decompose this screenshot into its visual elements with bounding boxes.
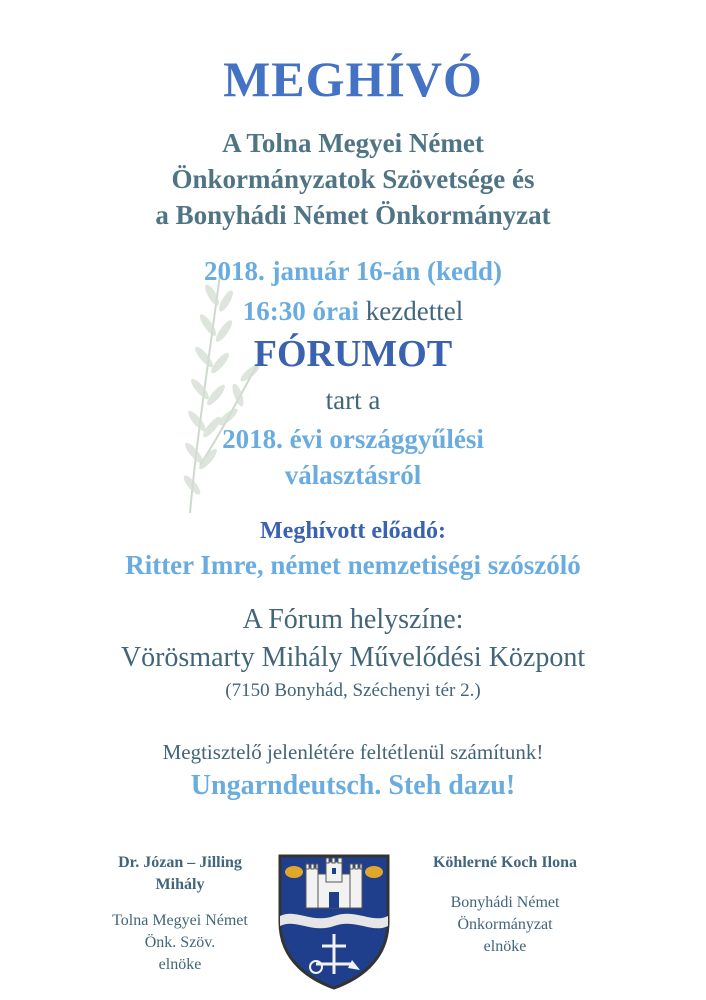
signatory-right-role-3: elnöke [483, 938, 527, 955]
signatory-left-role-1: Tolna Megyei Német [112, 912, 248, 929]
topic-line-1: 2018. évi országgyűlési [222, 424, 484, 454]
organizer-line-1: A Tolna Megyei Német [222, 128, 484, 158]
event-time-value: 16:30 órai [242, 296, 360, 326]
speaker-heading: Meghívott előadó: [260, 518, 446, 544]
venue-name: Vörösmarty Mihály Művelődési Központ [120, 642, 586, 673]
organizer-line-2: Önkormányzatok Szövetsége és [171, 164, 535, 194]
bonyhad-coat-of-arms-icon [276, 852, 392, 990]
signatory-left-name-2: Mihály [155, 876, 205, 893]
signatory-left-role-2: Önk. Szöv. [144, 934, 216, 951]
speaker-name: Ritter Imre, német nemzetiségi szószóló [125, 550, 581, 580]
signatory-left-name-1: Dr. Józan – Jilling [118, 854, 242, 871]
venue-heading: A Fórum helyszíne: [242, 604, 464, 635]
honor-line: Megtisztelő jelenlétére feltétlenül számítunk! [162, 740, 544, 764]
event-time-suffix: kezdettel [359, 296, 464, 326]
signatory-left-role-3: elnöke [158, 956, 202, 973]
venue-address: (7150 Bonyhád, Széchenyi tér 2.) [225, 680, 481, 701]
signatory-right-role-2: Önkormányzat [457, 916, 553, 933]
event-type: FÓRUMOT [253, 333, 453, 375]
event-date: 2018. január 16-án (kedd) [203, 256, 503, 286]
topic-line-2: választásról [284, 460, 422, 490]
invitation-title: MEGHÍVÓ [223, 51, 483, 107]
holds-text: tart a [325, 385, 381, 415]
signatory-right-role-1: Bonyhádi Német [450, 894, 560, 911]
organizer-line-3: a Bonyhádi Német Önkormányzat [155, 200, 551, 230]
signatory-right-name: Köhlerné Koch Ilona [432, 854, 577, 871]
motto: Ungarndeutsch. Steh dazu! [190, 770, 516, 801]
signatory-left [80, 852, 280, 976]
event-time [0, 296, 706, 327]
signatory-right [405, 852, 605, 958]
